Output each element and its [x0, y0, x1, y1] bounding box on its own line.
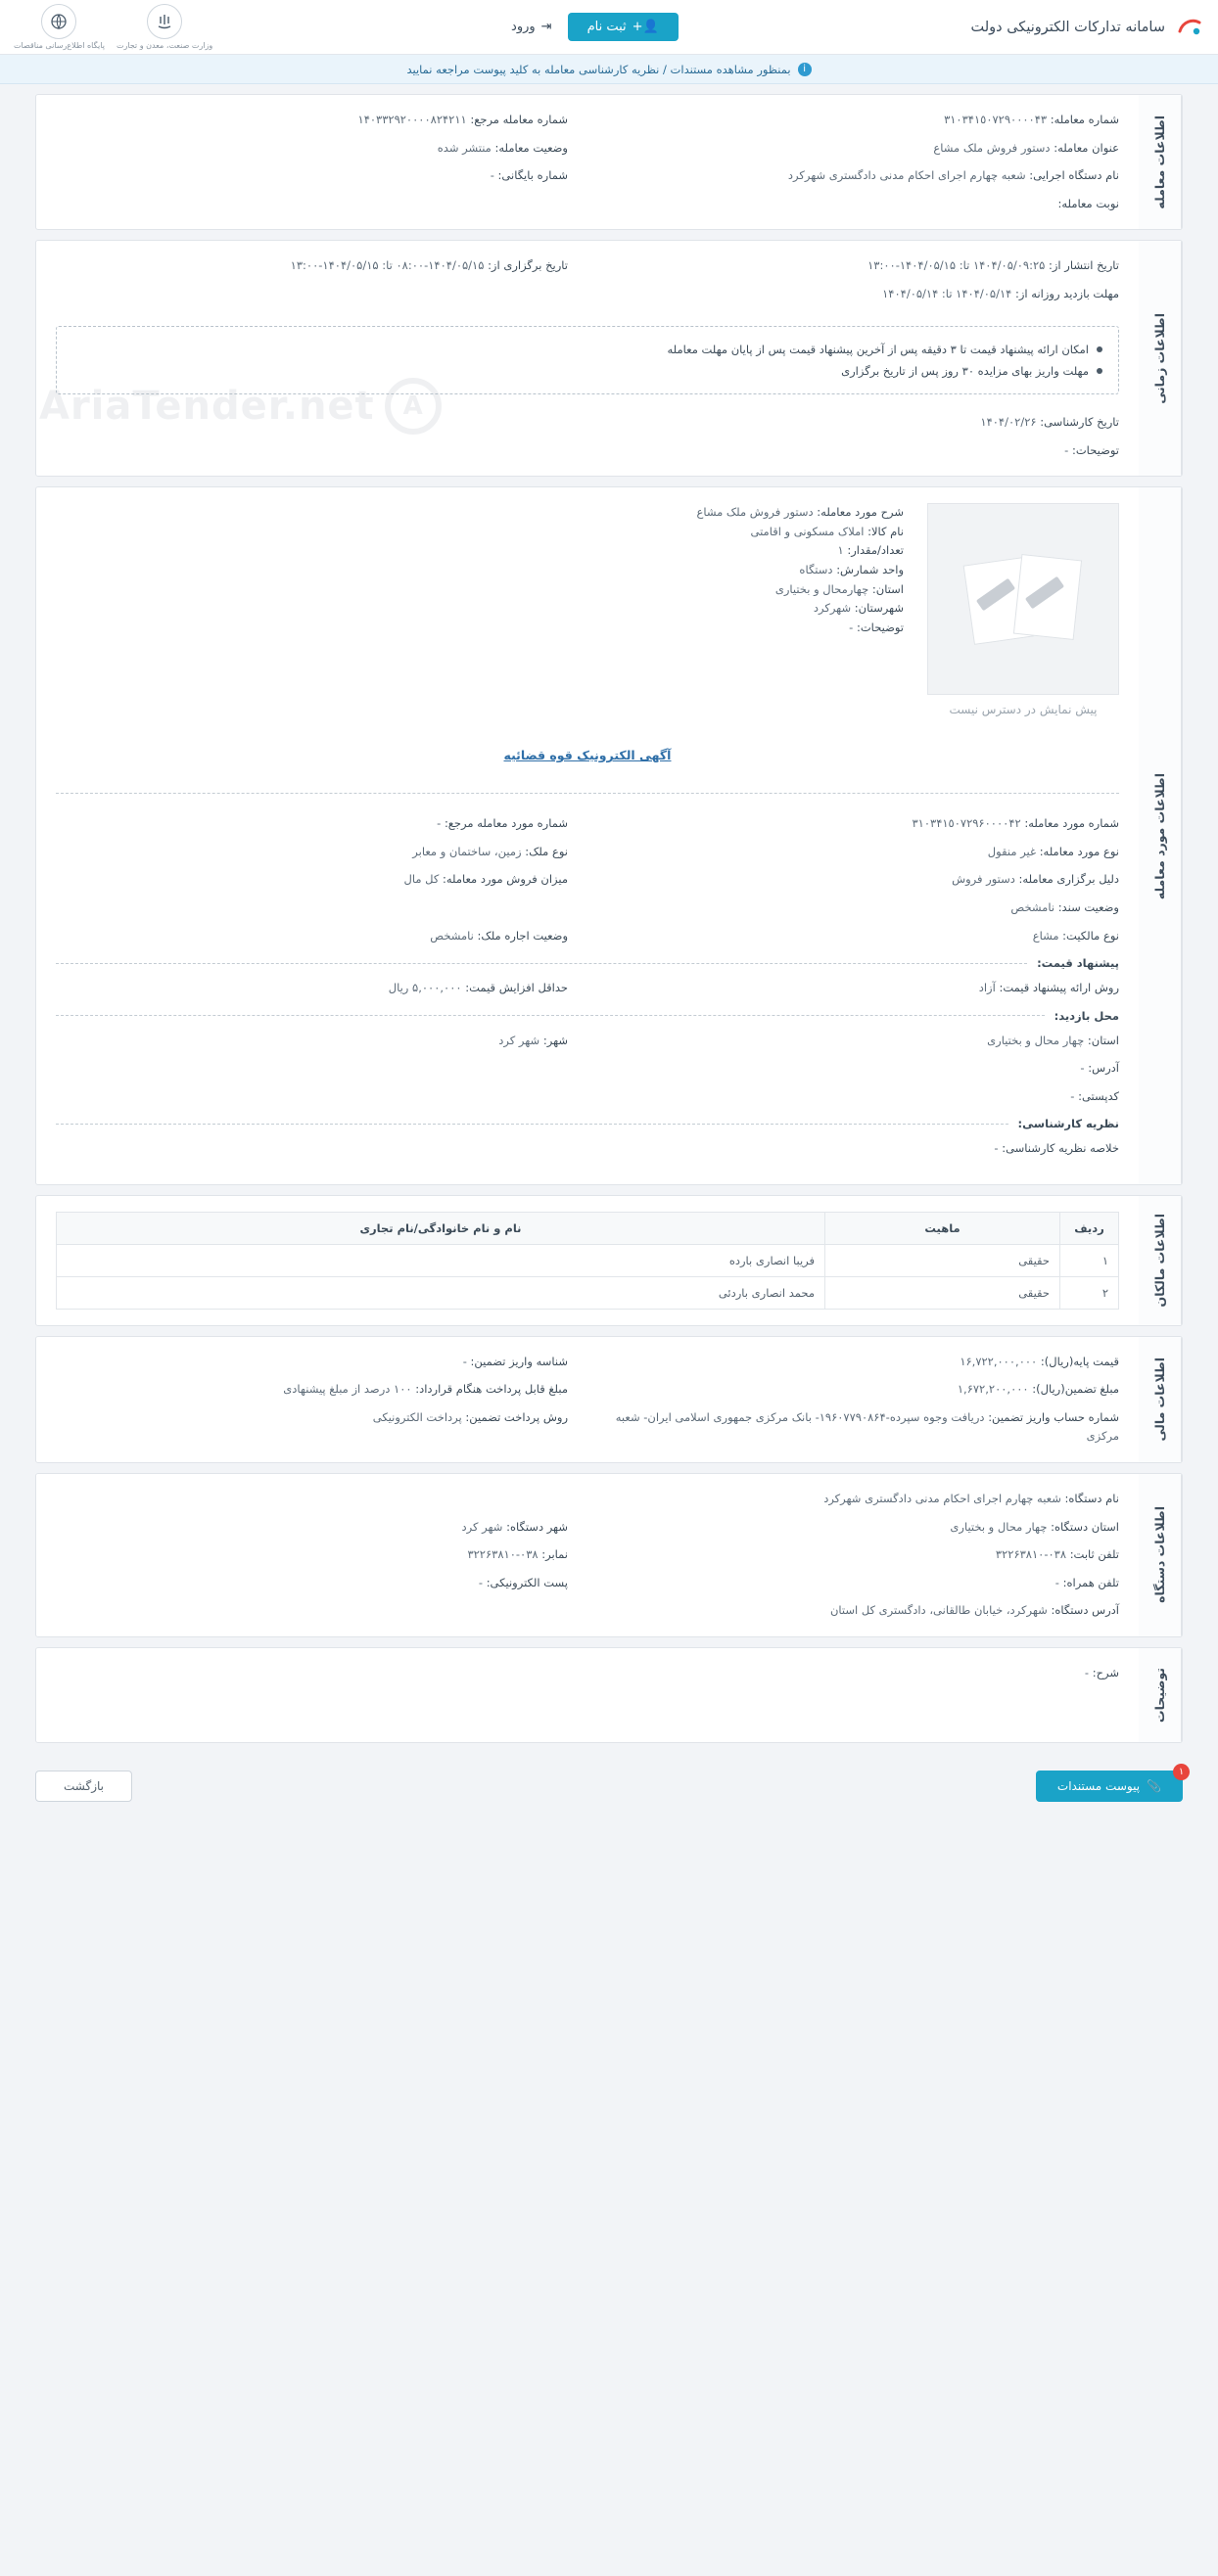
field-label: شماره معامله:	[1050, 113, 1119, 126]
field-value: دستور فروش ملک مشاع	[933, 140, 1051, 155]
field-label: تاریخ انتشار از:	[1049, 258, 1119, 273]
register-button[interactable]	[568, 13, 679, 41]
time-note-text: امکان ارائه پیشنهاد قیمت تا ٣ دقیقه پس از آخرین پیشنهاد قیمت پس از پایان مهلت معامله	[667, 343, 1089, 357]
field-label: استان:	[1087, 1033, 1119, 1047]
field-spacer-org	[56, 1490, 568, 1509]
field-description	[56, 1664, 1119, 1683]
section-tab-label: اطلاعات زمانی	[1152, 312, 1167, 404]
government-seals	[14, 4, 212, 51]
subject-summary-row	[56, 503, 1119, 716]
field-label: تلفن همراه:	[1062, 1575, 1119, 1589]
field-value: ١۴٠۴/٠۵/٠٩:٢۵ تا: ١۴٠۴/٠۵/١۵-١٣:٠٠	[867, 258, 1046, 273]
field-label: شماره بایگانی:	[497, 168, 568, 183]
field-value: شعبه چهارم اجرای احکام مدنی دادگستری شهرکرد	[787, 168, 1026, 183]
field-value: ١۶,٧٢٢,٠٠٠,٠٠٠	[960, 1354, 1038, 1368]
field-label: قیمت پایه(ریال):	[1040, 1354, 1119, 1368]
subject-summary-fields	[56, 503, 904, 637]
field-label: شماره حساب واریز تضمین:	[988, 1409, 1119, 1424]
field-org-province	[607, 1518, 1119, 1538]
divider	[56, 793, 1119, 794]
field-expert-date	[56, 413, 1119, 433]
field-value: -	[462, 1354, 467, 1368]
field-spacer-3	[56, 1087, 568, 1107]
field-base-price	[607, 1353, 1119, 1372]
divider	[56, 1124, 1008, 1125]
field-min-increment	[56, 979, 568, 998]
field-org-address	[56, 1601, 1119, 1621]
field-label: حداقل افزایش قیمت:	[465, 981, 568, 995]
field-label: مبلغ تضمین(ریال):	[1032, 1382, 1119, 1397]
field-value: منتشر شده	[437, 140, 492, 155]
field-value: آزاد	[978, 981, 996, 995]
field-value: زمین، ساختمان و معابر	[412, 844, 522, 858]
field-value: -	[1084, 1665, 1090, 1679]
field-label: توضیحات:	[856, 620, 904, 634]
user-plus-icon: 👤+	[632, 20, 659, 34]
seal-iran	[117, 4, 212, 51]
field-expert-summary	[56, 1139, 1119, 1159]
field-label: وضعیت سند:	[1057, 900, 1119, 915]
field-subject-type	[607, 843, 1119, 862]
field-label: استان:	[871, 581, 904, 596]
field-label: شهر:	[542, 1033, 568, 1047]
field-value: شعبه چهارم اجرای احکام مدنی دادگستری شهرکرد	[823, 1492, 1061, 1506]
field-label: استان دستگاه:	[1051, 1519, 1119, 1534]
field-value: نامشخص	[1010, 900, 1055, 915]
info-banner-text: بمنظور مشاهده مستندات / نظریه کارشناسی معامله به کلید پیوست مراجعه نمایید	[406, 62, 791, 76]
section-tab-owners	[1139, 1196, 1182, 1325]
field-reason	[607, 870, 1119, 890]
field-value: ١,۶٧٢,٢٠٠,٠٠٠	[957, 1382, 1029, 1397]
field-value: -	[1070, 1088, 1075, 1103]
info-banner	[0, 55, 1218, 84]
back-button-label: بازگشت	[64, 1778, 104, 1793]
field-value: شهرکرد، خیابان طالقانی، دادگستری کل استان	[829, 1603, 1048, 1618]
field-value: دستور فروش ملک مشاع	[696, 505, 814, 520]
field-deal-title	[607, 139, 1119, 159]
field-value: مشاع	[1032, 928, 1059, 943]
section-body-financial	[36, 1337, 1139, 1462]
field-label: شهر دستگاه:	[506, 1519, 568, 1534]
field-value: ١٠٠ درصد از مبلغ پیشنهادی	[283, 1382, 412, 1397]
field-label: تعداد/مقدار:	[847, 543, 904, 558]
field-province	[56, 580, 904, 600]
section-tab-deal-info	[1139, 95, 1182, 229]
field-price-method	[607, 979, 1119, 998]
column-header-name: نام و نام خانوادگی/نام تجاری	[57, 1212, 825, 1244]
field-label: آدرس:	[1088, 1061, 1119, 1076]
field-value: نامشخص	[430, 928, 474, 943]
field-label: نام دستگاه اجرایی:	[1029, 168, 1119, 183]
top-bar	[0, 0, 1218, 55]
paperclip-icon: 📎	[1147, 1778, 1161, 1793]
field-org-email	[56, 1574, 568, 1593]
field-value: -	[478, 1575, 484, 1589]
iran-emblem-icon	[147, 4, 182, 39]
field-label: شرح مورد معامله:	[817, 505, 904, 520]
field-label: کدپستی:	[1078, 1088, 1119, 1103]
field-visit-postal-code	[607, 1087, 1119, 1107]
judicial-ad-title: آگهی الکترونیک قوه قضائیه	[503, 748, 672, 763]
field-value: ١۴٠۴/٠٢/٢۶	[980, 415, 1037, 430]
field-org-name	[607, 1490, 1119, 1509]
field-label: توضیحات:	[1071, 442, 1119, 457]
cell-radif: ٢	[1060, 1276, 1119, 1309]
field-ref-deal-number	[56, 111, 568, 130]
field-label: نام کالا:	[867, 524, 904, 538]
field-label: تلفن ثابت:	[1069, 1547, 1119, 1562]
section-financial	[35, 1336, 1183, 1463]
auth-buttons	[505, 13, 679, 41]
brand-area	[971, 13, 1205, 42]
tenders-portal-icon	[41, 4, 76, 39]
field-label: پست الکترونیکی:	[486, 1575, 568, 1589]
field-value: چهار محال و بختیاری	[987, 1033, 1085, 1047]
footer-actions	[0, 1753, 1218, 1829]
section-tab-financial	[1139, 1337, 1182, 1462]
field-value: -	[994, 1141, 999, 1156]
field-value: ٣١٠٣۴١٥٠٧٢٩۶٠٠٠٠۴٢	[912, 816, 1021, 831]
field-contract-payment	[56, 1380, 568, 1400]
field-visit-address	[607, 1059, 1119, 1079]
price-proposal-heading-label: پیشنهاد قیمت:	[1037, 956, 1119, 971]
field-guarantee-amount	[607, 1380, 1119, 1400]
field-label: نوع ملک:	[525, 844, 568, 858]
field-value: ١۴٠٣٣٢٩٢٠٠٠٠٨٢۴٢١١	[357, 113, 467, 126]
bullet-icon	[1097, 368, 1102, 374]
field-ownership-type	[607, 927, 1119, 946]
field-org-fax	[56, 1545, 568, 1565]
field-subject-ref-number	[56, 814, 568, 834]
section-tab-label: اطلاعات مالی	[1152, 1357, 1167, 1442]
field-label: نوع مورد معامله:	[1039, 844, 1119, 858]
field-value: ١۴٠۴/٠۵/١۴ تا: ١۴٠۴/٠۵/١۴	[882, 286, 1012, 300]
field-value: شهرکرد	[813, 601, 852, 616]
field-deposit-id	[56, 1353, 568, 1372]
field-organization-name	[607, 166, 1119, 186]
field-label: عنوان معامله:	[1054, 140, 1119, 155]
field-label: شماره مورد معامله مرجع:	[444, 816, 568, 831]
field-value: غیر منقول	[987, 844, 1037, 858]
section-deal-info	[35, 94, 1183, 230]
section-body-descriptions	[36, 1648, 1139, 1742]
column-header-radif: ردیف	[1060, 1212, 1119, 1244]
divider	[56, 1015, 1045, 1016]
field-value: املاک مسکونی و اقامتی	[750, 524, 865, 538]
section-organization	[35, 1473, 1183, 1637]
field-label: شماره مورد معامله:	[1024, 816, 1119, 831]
field-value: ٣١٠٣۴١٥٠٧٢٩٠٠٠٠۴٣	[944, 113, 1048, 126]
setad-logo-icon	[1175, 13, 1204, 42]
field-org-mobile	[607, 1574, 1119, 1593]
section-body-time-info	[36, 241, 1139, 476]
field-value: چهارمحال و بختیاری	[774, 581, 869, 596]
table-header-row	[57, 1212, 1119, 1244]
section-tab-organization	[1139, 1474, 1182, 1636]
field-county	[56, 599, 904, 619]
field-document-status	[607, 898, 1119, 918]
section-body-deal-subject	[36, 487, 1139, 1183]
info-icon: i	[798, 63, 812, 76]
field-label: شهرستان:	[854, 601, 904, 616]
cell-radif: ١	[1060, 1244, 1119, 1276]
visit-location-heading-label: محل بازدید:	[1054, 1008, 1119, 1023]
register-label: ثبت نام	[586, 20, 627, 34]
attachment-count-badge: ١	[1173, 1764, 1190, 1780]
divider	[56, 963, 1027, 964]
field-value: کل مال	[403, 872, 440, 887]
subject-image-block	[927, 503, 1119, 716]
field-visit-deadline	[607, 285, 1119, 304]
field-value: -	[1080, 1061, 1085, 1076]
field-label: دلیل برگزاری معامله:	[1018, 872, 1119, 887]
site-title: سامانه تدارکات الکترونیکی دولت	[970, 19, 1165, 35]
field-value: شهر کرد	[461, 1519, 503, 1534]
cell-nature: حقیقی	[825, 1276, 1060, 1309]
field-subject-description	[56, 503, 904, 523]
login-arrow-icon: ⇥	[540, 20, 552, 34]
field-spacer-2	[56, 1059, 568, 1079]
field-label: شماره معامله مرجع:	[470, 113, 568, 126]
field-value: -	[437, 816, 442, 831]
field-property-type	[56, 843, 568, 862]
table-row	[57, 1276, 1119, 1309]
expert-opinion-heading	[56, 1117, 1119, 1130]
field-label: روش ارائه پیشنهاد قیمت:	[999, 981, 1119, 995]
section-tab-label: اطلاعات مورد معامله	[1152, 772, 1167, 899]
section-body-owners	[36, 1196, 1139, 1325]
field-spacer	[56, 898, 568, 918]
field-label: میزان فروش مورد معامله:	[442, 872, 568, 887]
field-hold-date	[56, 256, 568, 276]
image-placeholder-caption: پیش نمایش در دسترس نیست	[949, 703, 1098, 717]
section-deal-subject	[35, 486, 1183, 1184]
field-value: دستور فروش	[952, 872, 1015, 887]
field-label: آدرس دستگاه:	[1051, 1603, 1119, 1618]
field-unit	[56, 561, 904, 580]
section-tab-label: اطلاعات مالکان	[1152, 1214, 1167, 1308]
time-notes-box	[56, 326, 1119, 394]
field-value: ٠٣٨-٣٢٢۶٣٨١٠	[467, 1547, 539, 1562]
field-value: دستگاه	[799, 563, 833, 577]
field-publish-date	[607, 256, 1119, 276]
field-label: شناسه واریز تضمین:	[470, 1354, 568, 1368]
field-archive-number	[56, 166, 568, 186]
field-value: ٠٣٨-٣٢٢۶٣٨١٠	[995, 1547, 1067, 1562]
section-tab-descriptions	[1139, 1648, 1182, 1742]
field-sale-share	[56, 870, 568, 890]
field-org-city	[56, 1518, 568, 1538]
field-value: دریافت وجوه سپرده-١٩۶٠٧٧٩٠٨۶۴- بانک مرکزی جمهوری اسلامی ایران- شعبه مرکزی	[615, 1409, 1119, 1444]
field-deal-status	[56, 139, 568, 159]
gavel-icon	[964, 545, 1082, 653]
section-time-info	[35, 240, 1183, 477]
field-value: -	[1054, 1575, 1059, 1589]
field-label: نمابر:	[541, 1547, 568, 1562]
section-tab-time-info	[1139, 241, 1182, 476]
field-label: مبلغ قابل پرداخت هنگام قرارداد:	[415, 1382, 568, 1397]
field-deal-round	[607, 195, 1119, 214]
field-subject-notes	[56, 619, 904, 638]
field-label: وضعیت اجاره ملک:	[477, 928, 568, 943]
back-button[interactable]	[35, 1771, 132, 1802]
field-value: ۵,٠٠٠,٠٠٠ ریال	[388, 981, 462, 995]
image-placeholder	[927, 503, 1119, 695]
bullet-icon	[1097, 346, 1102, 352]
field-deposit-account	[607, 1408, 1119, 1447]
field-label: نوبت معامله:	[1057, 196, 1119, 210]
field-label: وضعیت معامله:	[494, 140, 568, 155]
table-row	[57, 1244, 1119, 1276]
field-visit-province	[607, 1032, 1119, 1051]
cell-name: فریبا انصاری بارده	[57, 1244, 825, 1276]
field-value: ١	[837, 543, 844, 558]
column-header-nature: ماهیت	[825, 1212, 1060, 1244]
field-value: -	[1064, 442, 1069, 457]
time-note-text: مهلت واریز بهای مزایده ٣٠ روز پس از تاریخ برگزاری	[841, 364, 1089, 379]
cell-name: محمد انصاری باردئی	[57, 1276, 825, 1309]
field-label: نام دستگاه:	[1064, 1492, 1119, 1506]
time-note-item	[72, 339, 1102, 360]
field-label: نوع مالکیت:	[1062, 928, 1119, 943]
field-quantity	[56, 541, 904, 561]
attach-documents-button[interactable]	[1036, 1766, 1185, 1802]
section-tab-deal-subject	[1139, 487, 1182, 1183]
field-payment-method	[56, 1408, 568, 1447]
cell-nature: حقیقی	[825, 1244, 1060, 1276]
expert-opinion-heading-label: نظریه کارشناسی:	[1017, 1117, 1119, 1131]
field-label: واحد شمارش:	[836, 563, 904, 577]
field-label: مهلت بازدید روزانه از:	[1015, 286, 1119, 300]
field-subject-number	[607, 814, 1119, 834]
field-label: شرح:	[1092, 1665, 1119, 1679]
field-goods-name	[56, 523, 904, 542]
section-tab-label: اطلاعات دستگاه	[1152, 1506, 1167, 1604]
field-org-phone	[607, 1545, 1119, 1565]
section-tab-label: اطلاعات معامله	[1152, 115, 1167, 209]
section-body-organization	[36, 1474, 1139, 1636]
field-label: خلاصه نظریه کارشناسی:	[1002, 1141, 1119, 1156]
section-descriptions	[35, 1647, 1183, 1743]
field-visit-city	[56, 1032, 568, 1051]
time-note-item	[72, 360, 1102, 382]
section-owners	[35, 1195, 1183, 1326]
login-label: ورود	[511, 20, 536, 34]
field-value: -	[849, 620, 854, 634]
visit-location-heading	[56, 1009, 1119, 1023]
field-value: -	[490, 168, 494, 183]
owners-table	[56, 1212, 1119, 1310]
price-proposal-heading	[56, 956, 1119, 970]
field-label: تاریخ کارشناسی:	[1040, 415, 1119, 430]
field-value: پرداخت الکترونیکی	[372, 1409, 462, 1424]
seal-tenders	[14, 4, 105, 51]
field-value: شهر کرد	[498, 1033, 540, 1047]
field-value: ١۴٠۴/٠۵/١۵-٠٨:٠٠ تا: ١۴٠۴/٠۵/١۵-١٣:٠٠	[290, 258, 485, 273]
attach-documents-label: پیوست مستندات	[1056, 1778, 1141, 1793]
seal-caption-1: پایگاه اطلاع‌رسانی مناقصات	[14, 40, 105, 50]
section-body-deal-info	[36, 95, 1139, 229]
field-label: تاریخ برگزاری از:	[488, 258, 568, 273]
field-deal-number	[607, 111, 1119, 130]
field-label: روش پرداخت تضمین:	[465, 1409, 568, 1424]
login-button[interactable]	[505, 19, 558, 35]
seal-caption-2: وزارت صنعت، معدن و تجارت	[116, 40, 213, 50]
section-tab-label: توضیحات	[1152, 1667, 1167, 1723]
field-rent-status	[56, 927, 568, 946]
field-time-description	[56, 441, 1119, 461]
field-value: چهار محال و بختیاری	[950, 1519, 1048, 1534]
